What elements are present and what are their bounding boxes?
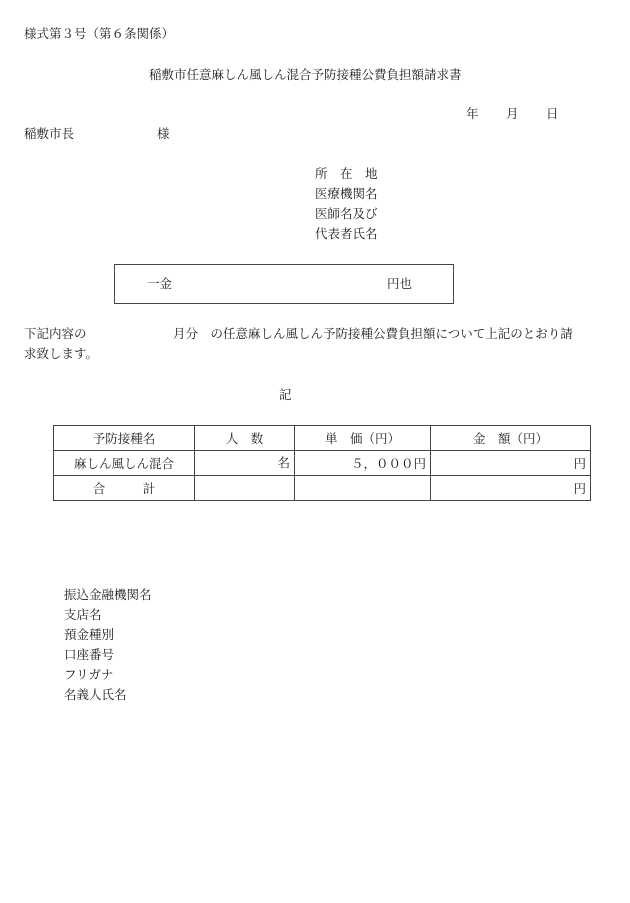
account-number-label: 口座番号 <box>64 647 115 662</box>
amount-prefix: 一金 <box>147 276 173 291</box>
request-text-part2: 月分 の任意麻しん風しん予防接種公費負担額について上記のとおり請 <box>173 326 573 341</box>
total-amount-cell[interactable]: 円 <box>431 476 591 501</box>
bank-name-label: 振込金融機関名 <box>64 587 152 602</box>
total-count-cell[interactable] <box>195 476 295 501</box>
addressee-honorific: 様 <box>157 126 170 141</box>
label-representative: 代表者氏名 <box>315 226 378 241</box>
date-year-label: 年 <box>466 106 479 121</box>
deposit-type-label: 預金種別 <box>64 627 115 642</box>
ki-heading: 記 <box>279 387 292 402</box>
table-row <box>54 451 591 476</box>
date-month-label: 月 <box>506 106 519 121</box>
total-label: 合 計 <box>54 476 195 501</box>
row-vaccine-name: 麻しん風しん混合 <box>54 451 195 476</box>
row-unit-price: ５，０００円 <box>295 451 431 476</box>
label-institution: 医療機関名 <box>315 186 378 201</box>
furigana-label: フリガナ <box>64 667 114 682</box>
label-address: 所 在 地 <box>315 166 378 181</box>
branch-name-label: 支店名 <box>64 607 102 622</box>
header-unit-price: 単 価（円） <box>295 426 431 451</box>
label-doctor: 医師名及び <box>315 206 378 221</box>
account-holder-label: 名義人氏名 <box>64 687 127 702</box>
header-count: 人 数 <box>195 426 295 451</box>
table-header-row <box>54 426 591 451</box>
total-unit-price-cell <box>295 476 431 501</box>
table-total-row <box>54 476 591 501</box>
fee-table <box>53 425 591 501</box>
header-amount: 金 額（円） <box>431 426 591 451</box>
row-amount-cell[interactable]: 円 <box>431 451 591 476</box>
form-number: 様式第３号（第６条関係） <box>24 26 175 41</box>
bank-info <box>64 585 152 705</box>
request-text-line2: 求致します。 <box>24 346 99 361</box>
amount-box <box>114 264 454 304</box>
amount-suffix: 円也 <box>387 276 413 291</box>
request-text-part1: 下記内容の <box>24 326 87 341</box>
header-vaccine: 予防接種名 <box>54 426 195 451</box>
date-day-label: 日 <box>546 106 559 121</box>
page-title: 稲敷市任意麻しん風しん混合予防接種公費負担額請求書 <box>149 67 462 82</box>
row-count-cell[interactable]: 名 <box>195 451 295 476</box>
addressee-name: 稲敷市長 <box>24 126 75 141</box>
